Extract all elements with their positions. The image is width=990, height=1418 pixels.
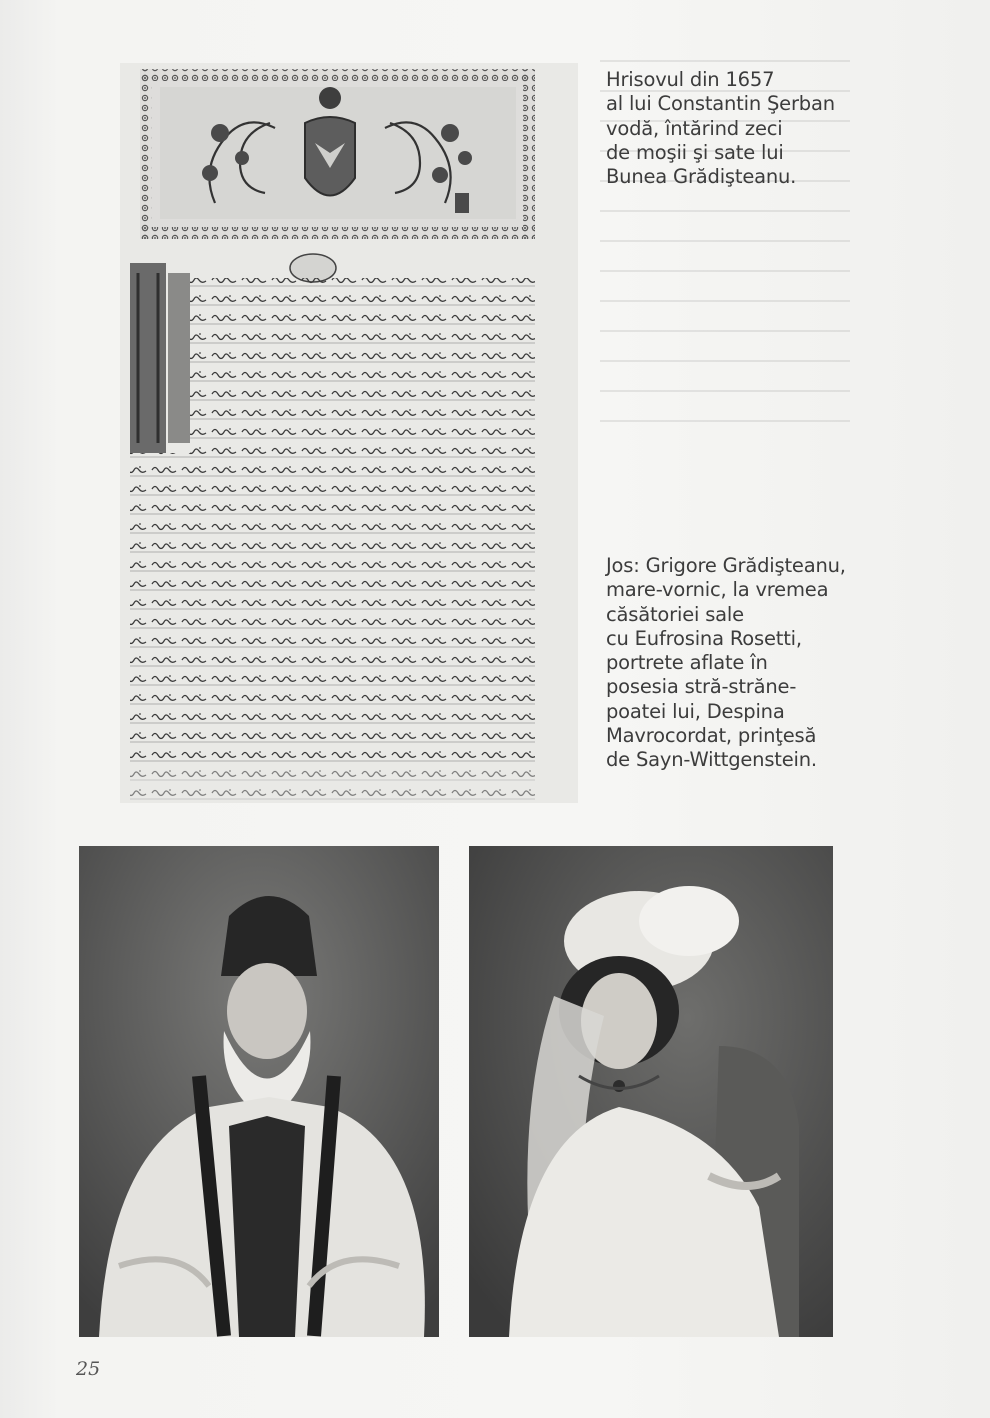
portrait-grigore-drawing bbox=[79, 846, 439, 1337]
portrait-eufrosina-rosetti bbox=[469, 846, 833, 1337]
page-number: 25 bbox=[76, 1358, 101, 1380]
hrisov-1657-image bbox=[120, 63, 578, 803]
portrait-eufrosina-drawing bbox=[469, 846, 833, 1337]
portrait-grigore-gradisteanu bbox=[79, 846, 439, 1337]
caption-portraits: Jos: Grigore Grădişteanu, mare-vornic, la vremea căsătoriei sale cu Eufrosina Rosetti, portrete aflate în posesia stră-străne- poatei lui, Despina Mavrocordat, prinţesă de Sayn-Wittgenstein. bbox=[606, 554, 846, 772]
hrisov-manuscript-drawing bbox=[120, 63, 578, 803]
caption-hrisov: Hrisovul din 1657 al lui Constantin Şerban vodă, întărind zeci de moşii şi sate lui Bunea Grădişteanu. bbox=[606, 68, 835, 189]
